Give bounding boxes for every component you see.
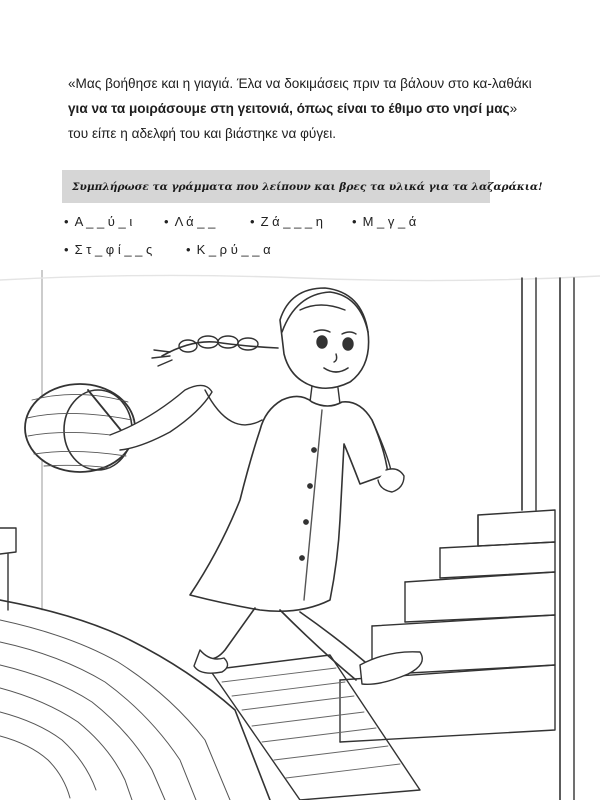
girl-with-basket-illustration: [0, 270, 600, 800]
word-puzzle-5: • Σ τ _ φ ί _ _ ς: [64, 242, 153, 257]
paragraph-text-end: » του είπε η αδελφή του και βιάστηκε να φύγει.: [68, 101, 518, 141]
story-paragraph: [68, 71, 538, 146]
paragraph-text-bold: για να τα μοιράσουμε στη γειτονιά, όπως είναι το έθιμο στο νησί μας: [68, 101, 510, 116]
task-instruction-bar: [62, 170, 543, 203]
word-puzzle-6: • Κ _ ρ ύ _ _ α: [186, 242, 271, 257]
word-puzzle-2: • Λ ά _ _: [164, 214, 216, 229]
paragraph-text-start: «Μας βοήθησε και η γιαγιά. Έλα να δοκιμάσεις πριν τα βάλουν στο κα-λαθάκι: [68, 76, 532, 91]
word-puzzle-4: • Μ _ γ _ ά: [352, 214, 417, 229]
task-instruction-text: Συμπλήρωσε τα γράμματα που λείπουν και βρες τα υλικά για τα λαζαράκια!: [72, 180, 543, 193]
word-puzzle-3: • Ζ ά _ _ _ η: [250, 214, 323, 229]
word-puzzle-1: • Α _ _ ύ _ ι: [64, 214, 133, 229]
